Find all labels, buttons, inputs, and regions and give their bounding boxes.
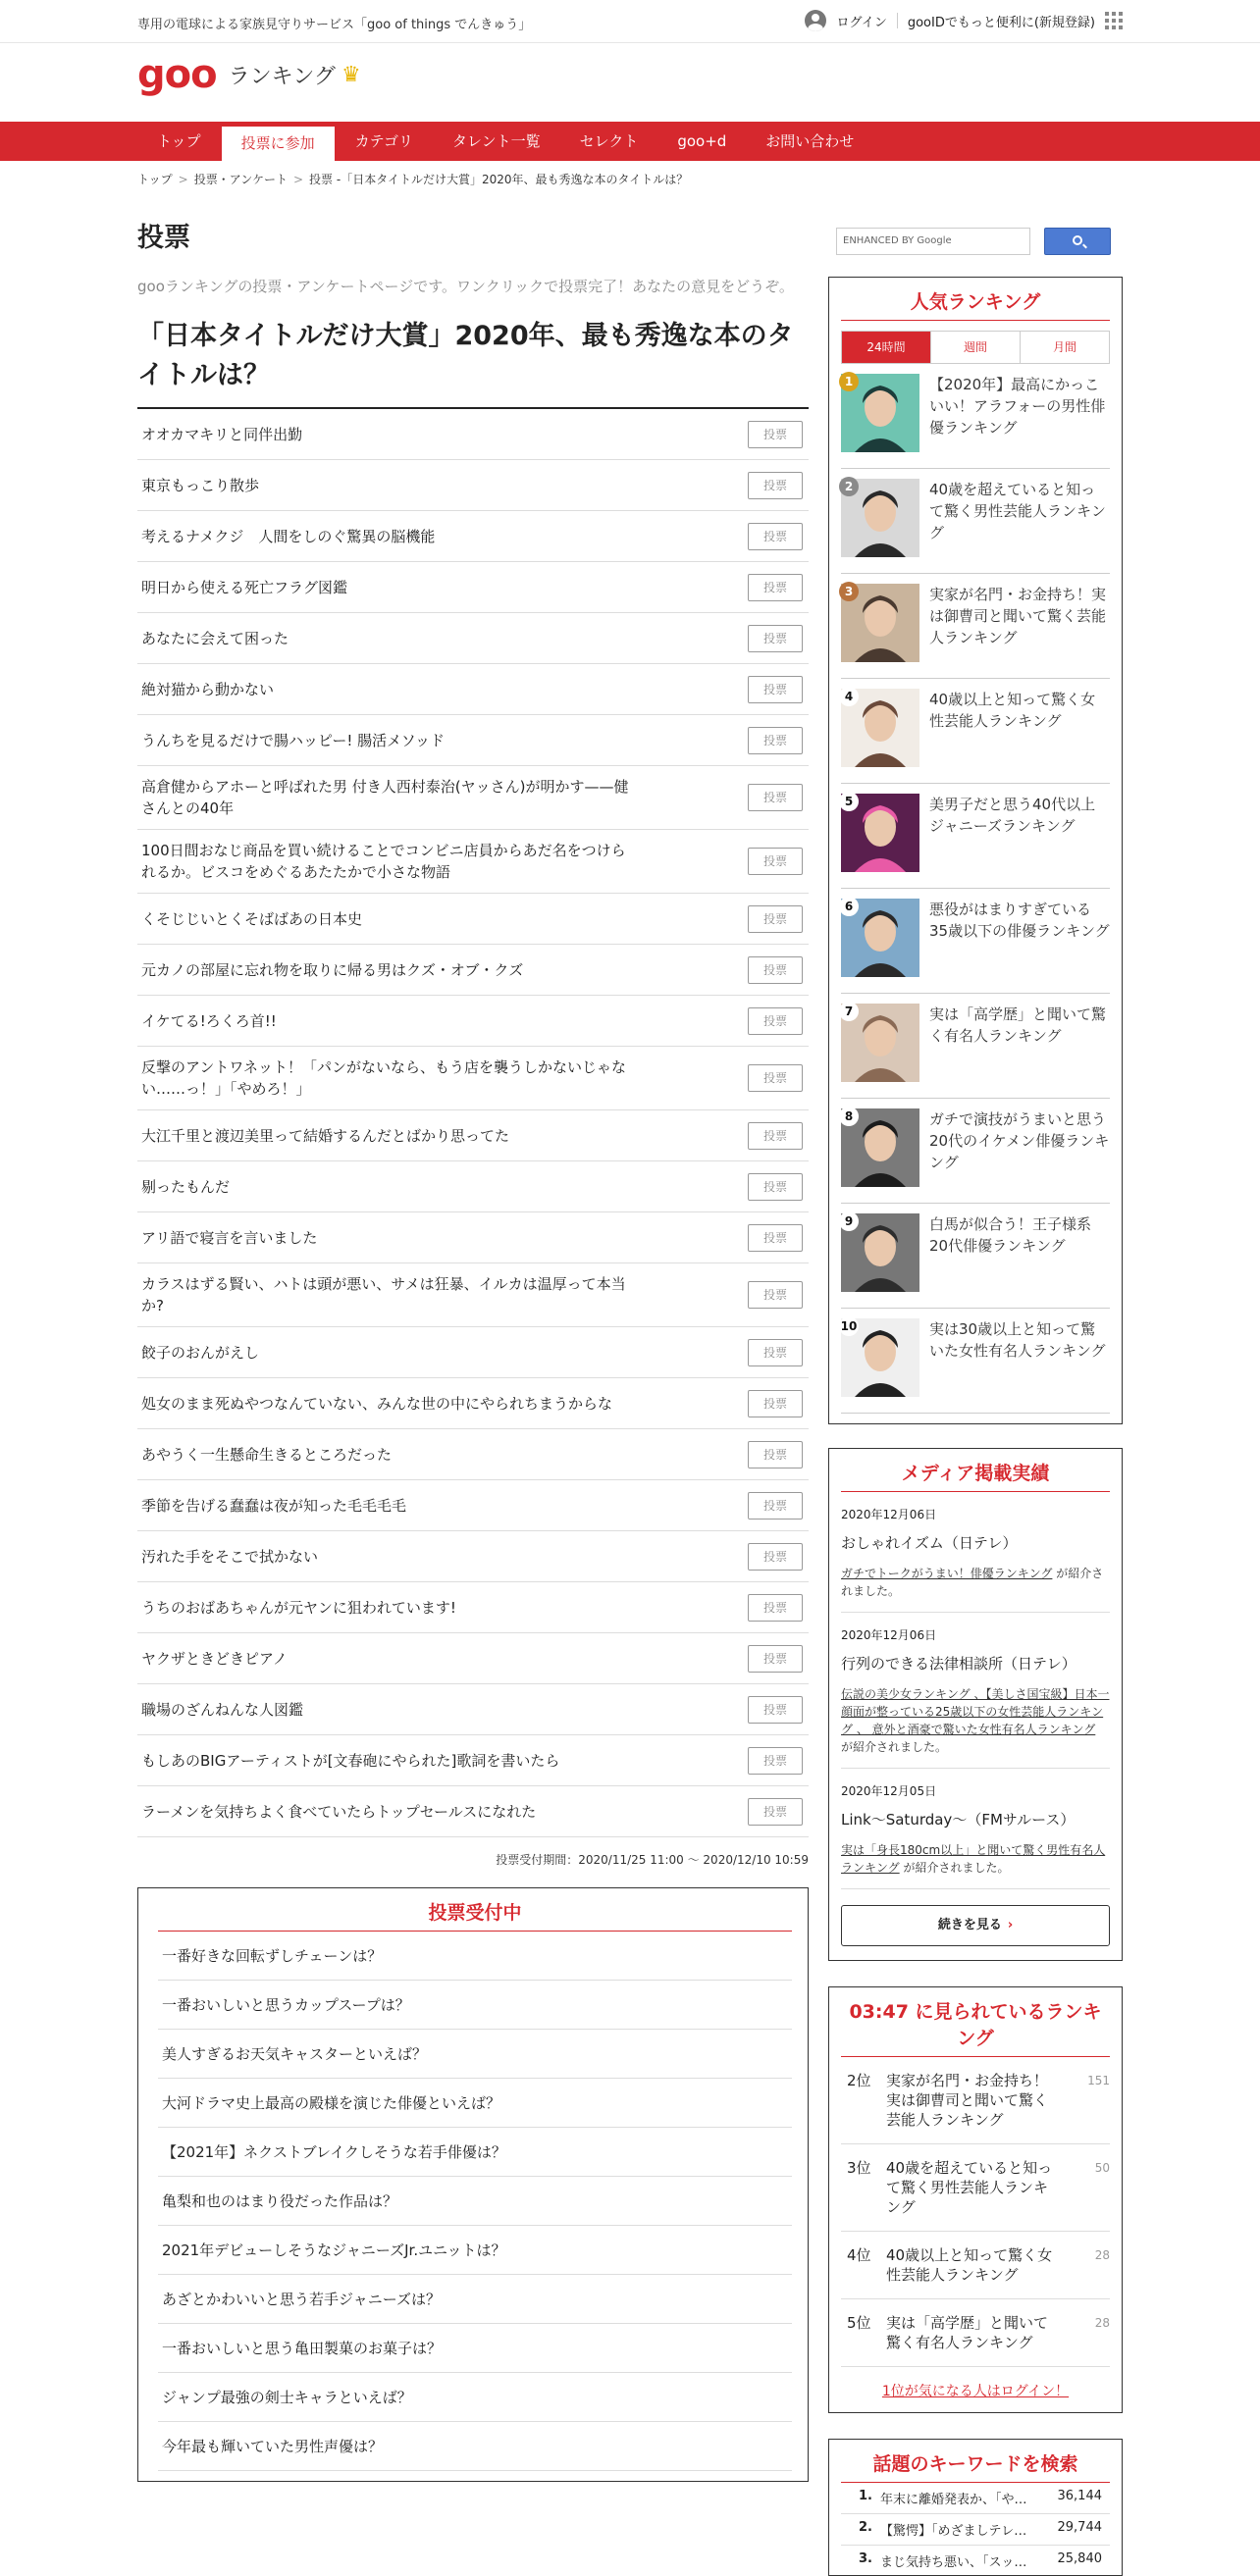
chevron-right-icon: › — [1007, 1918, 1014, 1932]
poll-link[interactable]: 今年最も輝いていた男性声優は？ — [158, 2422, 792, 2471]
keyword-item[interactable] — [841, 2483, 1110, 2514]
vote-option-row — [137, 409, 809, 460]
poll-link[interactable]: 美人すぎるお天気キャスターといえば？ — [158, 2030, 792, 2079]
vote-button[interactable]: 投票 — [748, 727, 803, 754]
ranking-item[interactable] — [841, 994, 1110, 1099]
search-box — [836, 228, 1123, 255]
search-input[interactable]: ENHANCED BY Google — [836, 228, 1030, 255]
vote-option-row — [137, 1684, 809, 1735]
rank-number-badge: 10 — [839, 1316, 859, 1336]
rank-number-badge: 3 — [839, 582, 859, 601]
option-title: あやうく一生懸命生きるところだった — [141, 1445, 393, 1464]
ranking-thumbnail[interactable] — [841, 1108, 919, 1187]
vote-option-row — [137, 1047, 809, 1110]
nav-item[interactable]: お問い合わせ — [765, 132, 855, 150]
vote-button[interactable]: 投票 — [748, 1747, 803, 1775]
ranking-title: 【2020年】最高にかっこいい！アラフォーの男性俳優ランキング — [929, 376, 1106, 437]
nav-item[interactable]: セレクト — [579, 132, 639, 150]
ranking-thumbnail[interactable] — [841, 794, 919, 872]
vote-option-row — [137, 1110, 809, 1161]
vote-button[interactable]: 投票 — [748, 1543, 803, 1571]
poll-link[interactable]: ジャンプ最強の剣士キャラといえば？ — [158, 2373, 792, 2422]
service-link[interactable]: 専用の電球による家族見守りサービス「goo of things でんきゅう」 — [137, 18, 532, 32]
media-suffix: が紹介されました。 — [841, 1740, 948, 1754]
rank-number-badge: 5 — [839, 792, 859, 811]
option-title: くそじじいとくそばばあの日本史 — [141, 909, 363, 928]
vote-option-row — [137, 460, 809, 511]
tab-0[interactable]: 24時間 — [842, 332, 930, 363]
rank-number-badge: 7 — [839, 1002, 859, 1021]
vote-button[interactable]: 投票 — [748, 956, 803, 984]
vote-button[interactable]: 投票 — [748, 1007, 803, 1035]
option-title: 剔ったもんだ — [141, 1177, 231, 1196]
now-title-text: 実は「高学歴」と聞いて驚く有名人ランキング — [886, 2314, 1049, 2351]
vote-option-row — [137, 894, 809, 945]
vote-option-row — [137, 562, 809, 613]
ranking-item[interactable] — [841, 1204, 1110, 1309]
now-title: 03:47 に見られているランキング — [841, 1997, 1110, 2057]
vote-button[interactable]: 投票 — [748, 1441, 803, 1468]
ranking-title: 40歳以上と知って驚く女性芸能人ランキング — [929, 691, 1096, 730]
question-title: 「日本タイトルだけ大賞」2020年、最も秀逸な本のタイトルは？ — [137, 317, 809, 409]
option-title: うちのおばあちゃんが元ヤンに狙われています! — [141, 1598, 456, 1617]
media-program: おしゃれイズム（日テレ） — [841, 1534, 1018, 1552]
option-title: アリ語で寝言を言いました — [141, 1228, 318, 1247]
option-title: 元カノの部屋に忘れ物を取りに帰る男はクズ・オブ・クズ — [141, 960, 524, 979]
option-title: 絶対猫から動かない — [141, 680, 275, 698]
now-viewed-item[interactable] — [841, 2232, 1110, 2299]
crown-icon: ♛ — [341, 62, 361, 87]
poll-link[interactable]: あざとかわいいと思う若手ジャニーズは？ — [158, 2275, 792, 2324]
vote-options — [137, 409, 809, 1837]
vote-period: 投票受付期間：2020/11/25 11:00 ～ 2020/12/10 10:59 — [496, 1853, 809, 1867]
vote-option-row — [137, 830, 809, 894]
keyword-count: 25,840 — [1057, 2551, 1102, 2566]
site-title: ランキング — [228, 64, 336, 89]
ranking-thumbnail[interactable] — [841, 584, 919, 662]
rank-number-badge: 8 — [839, 1107, 859, 1126]
now-title-text: 40歳以上と知って驚く女性芸能人ランキング — [886, 2246, 1053, 2284]
keyword-text: 【驚愕】「めざましテレ… — [880, 2524, 1027, 2539]
ranking-title: 実は30歳以上と知って驚いた女性有名人ランキング — [929, 1320, 1106, 1360]
ranking-item[interactable] — [841, 679, 1110, 784]
keyword-rank: 3. — [859, 2551, 872, 2566]
view-count: 151 — [1087, 2074, 1110, 2087]
poll-link[interactable]: 2021年デビューしそうなジャニーズJr.ユニットは？ — [158, 2226, 792, 2275]
media-program: 行列のできる法律相談所（日テレ） — [841, 1655, 1076, 1673]
vote-button[interactable]: 投票 — [748, 1696, 803, 1724]
vote-option-row — [137, 613, 809, 664]
vote-button[interactable]: 投票 — [748, 1224, 803, 1252]
media-description — [841, 1565, 1110, 1613]
vote-button[interactable]: 投票 — [748, 1064, 803, 1092]
ranking-title: 40歳を超えていると知って驚く男性芸能人ランキング — [929, 481, 1106, 541]
vote-option-row — [137, 511, 809, 562]
vote-button[interactable]: 投票 — [748, 1390, 803, 1417]
vote-option-row — [137, 1429, 809, 1480]
ranking-item[interactable] — [841, 364, 1110, 469]
vote-button[interactable]: 投票 — [748, 1594, 803, 1622]
now-viewed-box — [828, 1986, 1123, 2413]
vote-option-row — [137, 715, 809, 766]
vote-option-row — [137, 1735, 809, 1786]
keyword-count: 36,144 — [1057, 2489, 1102, 2503]
vote-option-row — [137, 1378, 809, 1429]
vote-button[interactable]: 投票 — [748, 1492, 803, 1520]
view-count: 28 — [1094, 2248, 1110, 2262]
vote-button[interactable]: 投票 — [748, 523, 803, 550]
vote-button[interactable]: 投票 — [748, 1798, 803, 1826]
vote-button[interactable]: 投票 — [748, 848, 803, 875]
vote-option-row — [137, 1480, 809, 1531]
option-title: 職場のざんねんな人図鑑 — [141, 1700, 304, 1719]
vote-button[interactable]: 投票 — [748, 1339, 803, 1366]
option-title: 汚れた手をそこで拭かない — [141, 1547, 319, 1566]
user-icon — [805, 10, 826, 31]
option-title: 処女のまま死ぬやつなんていない、みんな世の中にやられちまうからな — [141, 1394, 613, 1413]
vote-button[interactable]: 投票 — [748, 625, 803, 652]
page-title: 投票 — [137, 223, 190, 253]
breadcrumb-item[interactable]: トップ — [137, 173, 173, 186]
ranking-title: 実は「高学歴」と聞いて驚く有名人ランキング — [929, 1005, 1107, 1045]
vote-option-row — [137, 1633, 809, 1684]
option-title: ヤクザときどきピアノ — [141, 1649, 288, 1668]
now-title-text: 40歳を超えていると知って驚く男性芸能人ランキング — [886, 2159, 1053, 2216]
now-title-text: 実家が名門・お金持ち！実は御曹司と聞いて驚く芸能人ランキング — [886, 2072, 1049, 2129]
vote-option-row — [137, 1161, 809, 1212]
now-viewed-item[interactable] — [841, 2144, 1110, 2232]
ranking-item[interactable] — [841, 889, 1110, 994]
keyword-text: 年末に離婚発表か、「や… — [880, 2493, 1027, 2507]
ranking-item[interactable] — [841, 469, 1110, 574]
keyword-count: 29,744 — [1057, 2520, 1102, 2535]
option-title: 東京もっこり散歩 — [141, 476, 260, 494]
ranking-item[interactable] — [841, 1099, 1110, 1204]
rank-number-badge: 9 — [839, 1211, 859, 1231]
keyword-rank: 1. — [859, 2489, 872, 2503]
option-title: 100日間おなじ商品を買い続けることでコンビニ店員からあだ名をつけられるか。ビスコをめぐるあたたかで小さな物語 — [141, 842, 626, 881]
option-title: 反撃のアントワネット！「パンがないなら、もう店を襲うしかないじゃない……っ！」「やめろ！」 — [141, 1058, 626, 1098]
vote-option-row — [137, 1531, 809, 1582]
ranking-title: ガチで演技がうまいと思う20代のイケメン俳優ランキング — [929, 1110, 1110, 1171]
page-description: gooランキングの投票・アンケートページです。ワンクリックで投票完了！あなたの意見をどうぞ。 — [137, 278, 794, 295]
search-button[interactable] — [1044, 228, 1111, 255]
vote-button[interactable]: 投票 — [748, 1122, 803, 1150]
vote-button[interactable]: 投票 — [748, 1645, 803, 1673]
keyword-title: 話題のキーワードを検索 — [841, 2449, 1110, 2483]
breadcrumb-separator: > — [292, 173, 304, 186]
utility-bar — [0, 0, 1260, 43]
poll-link[interactable]: 【2021年】ネクストブレイクしそうな若手俳優は？ — [158, 2128, 792, 2177]
poll-link[interactable]: 一番おいしいと思う亀田製菓のお菓子は？ — [158, 2324, 792, 2373]
media-date: 2020年12月06日 — [841, 1508, 937, 1521]
media-program: Link～Saturday～（FMサルース） — [841, 1811, 1076, 1829]
main-content — [137, 216, 809, 2482]
vote-button[interactable]: 投票 — [748, 784, 803, 811]
account-area — [805, 10, 1123, 31]
breadcrumb-separator: > — [178, 173, 188, 186]
media-ranking-link[interactable]: ガチでトークがうまい！俳優ランキング — [841, 1567, 1053, 1580]
keyword-text: まじ気持ち悪い、「スッ… — [880, 2555, 1027, 2570]
site-logo[interactable] — [137, 52, 361, 97]
now-rank: 5位 — [847, 2314, 871, 2332]
more-button[interactable] — [841, 1905, 1110, 1946]
option-title: ラーメンを気持ちよく食べていたらトップセールスになれた — [141, 1802, 537, 1821]
media-box — [828, 1448, 1123, 1961]
ranking-thumbnail[interactable] — [841, 1213, 919, 1292]
accepting-votes-box — [137, 1887, 809, 2482]
vote-button[interactable]: 投票 — [748, 574, 803, 601]
option-title: オオカマキリと同伴出勤 — [141, 425, 303, 443]
option-title: うんちを見るだけで腸ハッピー! 腸活メソッド — [141, 731, 445, 749]
view-count: 28 — [1094, 2316, 1110, 2330]
goo-logo: goo — [137, 52, 217, 97]
media-title: メディア掲載実績 — [841, 1459, 1110, 1492]
ranking-title: 白馬が似合う！王子様系20代俳優ランキング — [929, 1215, 1092, 1255]
login-to-see-link[interactable]: 1位が気になる人はログイン！ — [881, 2384, 1070, 2399]
option-title: あなたに会えて困った — [141, 629, 289, 647]
poll-link[interactable]: 一番おいしいと思うカップスープは？ — [158, 1981, 792, 2030]
media-suffix: が紹介されました。 — [899, 1861, 1010, 1875]
media-suffix: が紹介されました。 — [841, 1567, 1104, 1598]
vote-option-row — [137, 1212, 809, 1263]
vote-option-row — [137, 766, 809, 830]
vote-option-row — [137, 1786, 809, 1837]
now-viewed-item[interactable] — [841, 2057, 1110, 2144]
ranking-thumbnail[interactable] — [841, 899, 919, 977]
ranking-title: 悪役がはまりすぎている35歳以下の俳優ランキング — [929, 901, 1110, 940]
vote-option-row — [137, 1327, 809, 1378]
rank-number-badge: 2 — [839, 477, 859, 496]
global-nav — [0, 122, 1260, 161]
option-title: 季節を告げる蠢蠢は夜が知った毛毛毛毛 — [141, 1496, 407, 1515]
ranking-thumbnail[interactable] — [841, 479, 919, 557]
keyword-box — [828, 2439, 1123, 2576]
poll-link[interactable]: 一番好きな回転ずしチェーンは？ — [158, 1932, 792, 1981]
ranking-thumbnail[interactable] — [841, 689, 919, 767]
vote-option-row — [137, 996, 809, 1047]
vote-button[interactable]: 投票 — [748, 421, 803, 448]
vote-button[interactable]: 投票 — [748, 676, 803, 703]
rank-number-badge: 4 — [839, 687, 859, 706]
media-description — [841, 1841, 1110, 1889]
media-date: 2020年12月05日 — [841, 1784, 937, 1798]
popular-ranking-box — [828, 277, 1123, 1424]
option-title: 考えるナメクジ 人間をしのぐ驚異の脳機能 — [141, 527, 436, 545]
ranking-title: 実家が名門・お金持ち！実は御曹司と聞いて驚く芸能人ランキング — [929, 586, 1107, 646]
option-title: 大江千里と渡辺美里って結婚するんだとばかり思ってた — [141, 1126, 510, 1145]
apps-grid-icon[interactable] — [1105, 12, 1123, 29]
vote-option-row — [137, 664, 809, 715]
media-date: 2020年12月06日 — [841, 1628, 937, 1642]
vote-option-row — [137, 1582, 809, 1633]
now-rank: 3位 — [847, 2159, 871, 2177]
vote-button[interactable]: 投票 — [748, 1173, 803, 1201]
now-rank: 2位 — [847, 2072, 871, 2089]
now-viewed-item[interactable] — [841, 2299, 1110, 2367]
poll-link[interactable]: 大河ドラマ史上最高の殿様を演じた俳優といえば？ — [158, 2079, 792, 2128]
breadcrumb-item: 投票 -「日本タイトルだけ大賞」2020年、最も秀逸な本のタイトルは？ — [309, 173, 689, 186]
nav-item[interactable]: カテゴリ — [354, 132, 413, 150]
media-ranking-link[interactable]: 伝説の美少女ランキング 、【美しさ国宝級】日本一顔面が整っている25歳以下の女性芸能人ランキング 、 意外と酒豪で驚いた女性有名人ランキング — [841, 1687, 1110, 1736]
nav-item[interactable]: トップ — [157, 132, 201, 150]
media-ranking-link[interactable]: 実は「身長180cm以上」と聞いて驚く男性有名人ランキング — [841, 1843, 1106, 1875]
tab-1[interactable]: 週間 — [930, 332, 1020, 363]
nav-item[interactable]: goo+d — [677, 132, 727, 150]
ranking-thumbnail[interactable] — [841, 1318, 919, 1397]
divider — [897, 13, 898, 28]
vote-button[interactable]: 投票 — [748, 1281, 803, 1309]
poll-link[interactable]: 亀梨和也のはまり役だった作品は？ — [158, 2177, 792, 2226]
nav-item[interactable]: 投票に参加 — [221, 126, 336, 161]
vote-option-row — [137, 945, 809, 996]
login-link[interactable]: ログイン — [836, 15, 887, 30]
rank-number-badge: 1 — [839, 372, 859, 391]
vote-option-row — [137, 1263, 809, 1327]
more-label: 続きを見る — [937, 1918, 1002, 1932]
ranking-item[interactable] — [841, 784, 1110, 889]
keyword-item[interactable] — [841, 2546, 1110, 2576]
ranking-item[interactable] — [841, 1309, 1110, 1414]
option-title: 餃子のおんがえし — [141, 1343, 260, 1362]
breadcrumb-item[interactable]: 投票・アンケート — [193, 173, 288, 186]
media-description — [841, 1685, 1110, 1769]
popular-title: 人気ランキング — [841, 287, 1110, 321]
rank-number-badge: 6 — [839, 897, 859, 916]
option-title: 高倉健からアホーと呼ばれた男 付き人西村泰治(ヤッさん)が明かす——健さんとの40年 — [141, 778, 629, 817]
option-title: もしあのBIGアーティストが[文春砲にやられた]歌詞を書いたら — [141, 1751, 560, 1770]
ranking-thumbnail[interactable] — [841, 374, 919, 452]
breadcrumb — [137, 171, 688, 187]
period-tabs — [841, 331, 1110, 364]
keyword-rank: 2. — [859, 2520, 872, 2535]
nav-item[interactable]: タレント一覧 — [451, 132, 541, 150]
now-rank: 4位 — [847, 2246, 871, 2264]
ranking-title: 美男子だと思う40代以上ジャニーズランキング — [929, 796, 1096, 835]
option-title: 明日から使える死亡フラグ図鑑 — [141, 578, 348, 596]
accepting-title: 投票受付中 — [158, 1898, 792, 1932]
vote-button[interactable]: 投票 — [748, 905, 803, 933]
search-icon — [1073, 235, 1082, 245]
vote-button[interactable]: 投票 — [748, 472, 803, 499]
ranking-thumbnail[interactable] — [841, 1004, 919, 1082]
sidebar — [828, 216, 1123, 2576]
option-title: カラスはずる賢い、ハトは頭が悪い、サメは狂暴、イルカは温厚って本当か? — [141, 1275, 626, 1314]
view-count: 50 — [1094, 2161, 1110, 2175]
register-link[interactable]: gooIDでもっと便利に(新規登録) — [907, 15, 1095, 30]
option-title: イケてる!ろくろ首!! — [141, 1011, 277, 1030]
tab-2[interactable]: 月間 — [1020, 332, 1109, 363]
ranking-item[interactable] — [841, 574, 1110, 679]
